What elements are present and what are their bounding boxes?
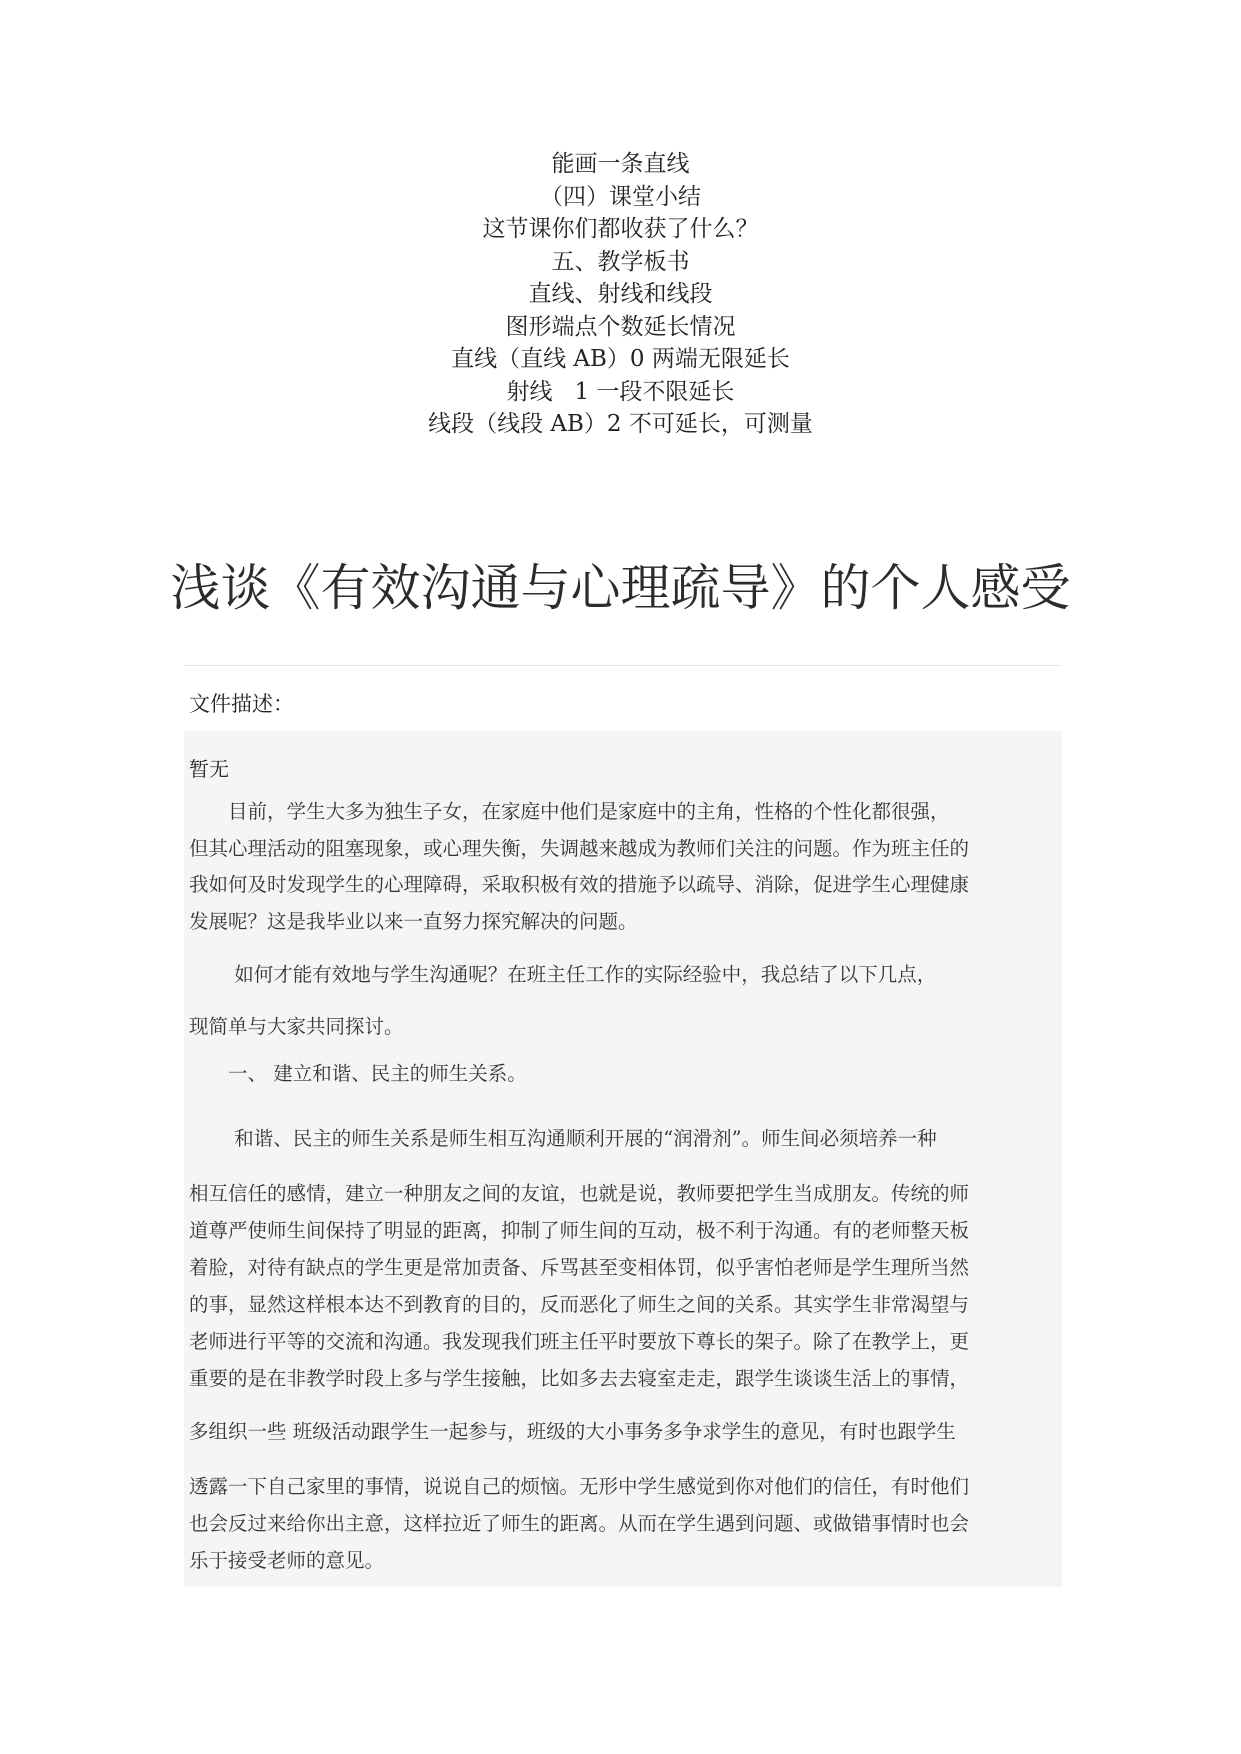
- summary-line: 这节课你们都收获了什么？: [482, 216, 759, 242]
- summary-line: （四）课堂小结: [540, 183, 701, 210]
- summary-line: 能画一条直线: [551, 151, 690, 177]
- title-divider: [184, 665, 1062, 666]
- body-line: 着脸，对待有缺点的学生更是常加责备、斥骂甚至变相体罚，似乎害怕老师是学生理所当然: [189, 1256, 970, 1279]
- page-title: 浅谈《有效沟通与心理疏导》的个人感受: [170, 559, 1071, 617]
- description-label: 文件描述：: [189, 692, 294, 716]
- body-line: 透露一下自己家里的事情，说说自己的烦恼。无形中学生感觉到你对他们的信任，有时他们: [189, 1475, 970, 1498]
- body-line: 和谐、民主的师生关系是师生相互沟通顺利开展的“润滑剂”。师生间必须培养一种: [189, 1127, 937, 1150]
- body-line: 相互信任的感情，建立一种朋友之间的友谊，也就是说，教师要把学生当成朋友。传统的师: [189, 1182, 970, 1205]
- body-line: 道尊严使师生间保持了明显的距离，抑制了师生间的互动，极不利于沟通。有的老师整天板: [189, 1219, 970, 1242]
- body-line: 也会反过来给你出主意，这样拉近了师生的距离。从而在学生遇到问题、或做错事情时也会: [189, 1512, 970, 1535]
- body-line: 乐于接受老师的意见。: [189, 1549, 385, 1572]
- body-line: 重要的是在非教学时段上多与学生接触，比如多去去寝室走走，跟学生谈谈生活上的事情，: [189, 1367, 970, 1390]
- description-none: 暂无: [189, 757, 229, 781]
- description-box: [184, 731, 1062, 1587]
- body-line: 目前，学生大多为独生子女，在家庭中他们是家庭中的主角，性格的个性化都很强，: [189, 800, 950, 823]
- body-line: 但其心理活动的阻塞现象，或心理失衡，失调越来越成为教师们关注的问题。作为班主任的: [189, 837, 970, 860]
- lesson-summary-lines: [0, 148, 1241, 441]
- body-line: 如何才能有效地与学生沟通呢？在班主任工作的实际经验中，我总结了以下几点，: [189, 963, 937, 986]
- summary-line: 五、教学板书: [551, 248, 690, 275]
- summary-line: 线段（线段 AB）2 不可延长，可测量: [428, 411, 813, 437]
- body-line: 现简单与大家共同探讨。: [189, 1015, 404, 1038]
- summary-line: 图形端点个数延长情况: [505, 313, 736, 340]
- summary-line: 射线 1 一段不限延长: [506, 378, 735, 405]
- body-line: 发展呢？这是我毕业以来一直努力探究解决的问题。: [189, 910, 638, 933]
- body-line: 我如何及时发现学生的心理障碍，采取积极有效的措施予以疏导、消除，促进学生心理健康: [189, 873, 970, 896]
- summary-line: 直线（直线 AB）0 两端无限延长: [451, 346, 790, 372]
- body-line: 老师进行平等的交流和沟通。我发现我们班主任平时要放下尊长的架子。除了在教学上，更: [189, 1330, 970, 1353]
- body-line: 多组织一些 班级活动跟学生一起参与，班级的大小事务多争求学生的意见，有时也跟学生: [189, 1420, 956, 1443]
- body-line: 的事，显然这样根本达不到教育的目的，反而恶化了师生之间的关系。其实学生非常渴望与: [189, 1293, 970, 1316]
- body-line: 一、 建立和谐、民主的师生关系。: [189, 1062, 527, 1085]
- summary-line: 直线、射线和线段: [528, 281, 713, 307]
